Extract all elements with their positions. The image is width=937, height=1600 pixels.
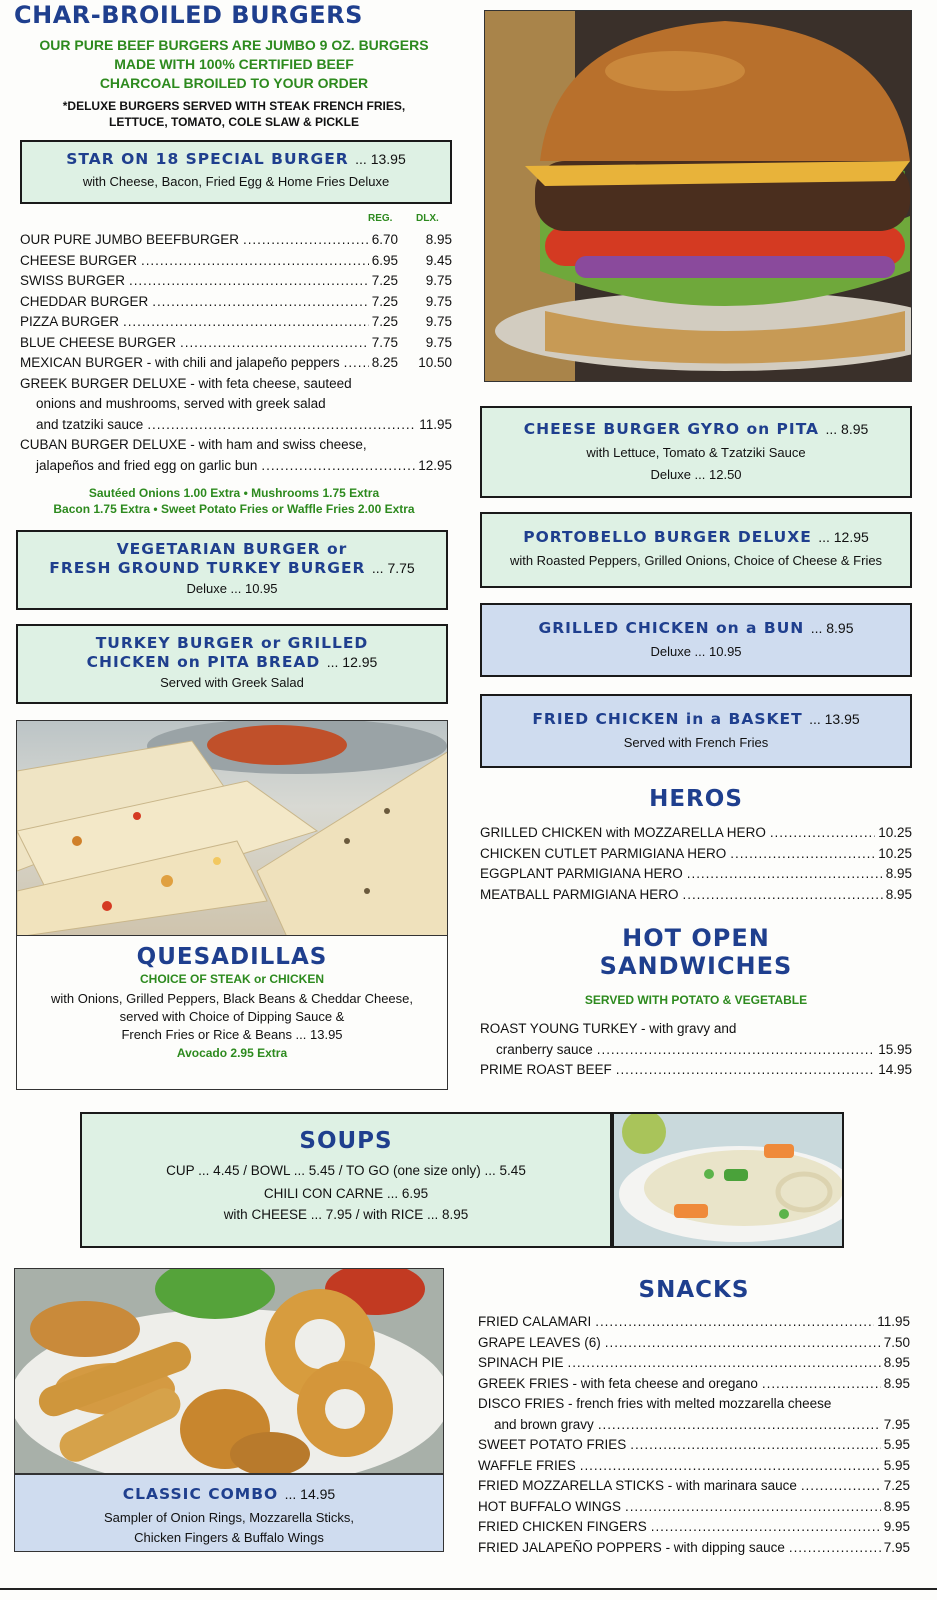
grilled-chicken-sub: Deluxe ... 10.95 bbox=[650, 644, 742, 659]
soup-illustration bbox=[614, 1114, 844, 1248]
list-item: WAFFLE FRIES . . . 5.95 bbox=[478, 1456, 910, 1477]
col-reg: REG. bbox=[368, 213, 393, 224]
bottom-rule bbox=[0, 1588, 937, 1590]
list-item: SWEET POTATO FRIES . . . 5.95 bbox=[478, 1435, 910, 1456]
list-item: SWISS BURGER . . . 7.25 9.75 bbox=[20, 271, 452, 292]
burger-extras bbox=[14, 485, 454, 517]
special-burger-desc: with Cheese, Bacon, Fried Egg & Home Fries Deluxe bbox=[82, 174, 390, 189]
list-item: GRAPE LEAVES (6) . . . 7.50 bbox=[478, 1333, 910, 1354]
hot-open-title-line: HOT OPEN bbox=[622, 924, 770, 952]
special-burger-title: STAR ON 18 SPECIAL BURGER ... 13.95 bbox=[66, 150, 406, 168]
vegetarian-title: VEGETARIAN BURGER or bbox=[116, 540, 348, 558]
hot-open-title bbox=[480, 924, 912, 980]
list-item: GREEK FRIES - with feta cheese and oregano . . . 8.95 bbox=[478, 1374, 910, 1395]
list-item: SPINACH PIE . . . 8.95 bbox=[478, 1353, 910, 1374]
fried-chicken-box[interactable] bbox=[480, 694, 912, 768]
turkey-pita-title: TURKEY BURGER or GRILLED bbox=[95, 634, 369, 652]
classic-combo-desc: Sampler of Onion Rings, Mozzarella Sticks, bbox=[104, 1510, 354, 1525]
burgers-intro bbox=[14, 36, 454, 93]
soup-photo bbox=[612, 1112, 844, 1248]
hot-open-list bbox=[480, 1019, 912, 1081]
list-item: FRIED CALAMARI . . . 11.95 bbox=[478, 1312, 910, 1333]
classic-combo-title: CLASSIC COMBO ... 14.95 bbox=[122, 1485, 336, 1503]
list-item: MEXICAN BURGER - with chili and jalapeño peppers . . . 8.25 10.50 bbox=[20, 353, 452, 374]
classic-combo-desc: Chicken Fingers & Buffalo Wings bbox=[134, 1530, 324, 1545]
snacks-title: SNACKS bbox=[638, 1277, 750, 1303]
greek-burger-line2: onions and mushrooms, served with greek salad bbox=[36, 396, 326, 411]
intro-line: MADE WITH 100% CERTIFIED BEEF bbox=[114, 56, 354, 72]
roast-turkey-line1: ROAST YOUNG TURKEY - with gravy and bbox=[480, 1021, 737, 1036]
list-item: FRIED JALAPEÑO POPPERS - with dipping sauce . . . 7.95 bbox=[478, 1538, 910, 1559]
intro-line: CHARCOAL BROILED TO YOUR ORDER bbox=[99, 75, 369, 91]
quesadillas-choice: CHOICE OF STEAK or CHICKEN bbox=[139, 972, 324, 986]
quesadillas-desc: French Fries or Rice & Beans ... 13.95 bbox=[121, 1027, 343, 1042]
burger-illustration bbox=[485, 11, 912, 382]
portobello-title: PORTOBELLO BURGER DELUXE ... 12.95 bbox=[523, 528, 869, 546]
burger-photo bbox=[484, 10, 912, 382]
vegetarian-sub: Deluxe ... 10.95 bbox=[186, 581, 278, 596]
quesadilla-photo bbox=[16, 720, 448, 936]
vegetarian-title-2: FRESH GROUND TURKEY BURGER ... 7.75 bbox=[49, 559, 415, 577]
soups-line: CUP ... 4.45 / BOWL ... 5.45 / TO GO (one size only) ... 5.45 bbox=[166, 1163, 526, 1178]
fried-chicken-sub: Served with French Fries bbox=[623, 735, 769, 750]
disco-fries-line2: and brown gravy . . . 7.95 bbox=[478, 1415, 910, 1436]
extras-line: Bacon 1.75 Extra • Sweet Potato Fries or Waffle Fries 2.00 Extra bbox=[53, 502, 415, 516]
portobello-desc: with Roasted Peppers, Grilled Onions, Choice of Cheese & Fries bbox=[509, 553, 883, 568]
turkey-pita-sub: Served with Greek Salad bbox=[160, 675, 304, 690]
soups-box[interactable] bbox=[80, 1112, 612, 1248]
list-item: GRILLED CHICKEN with MOZZARELLA HERO . . . 10.25 bbox=[480, 823, 912, 844]
list-item: PIZZA BURGER . . . 7.25 9.75 bbox=[20, 312, 452, 333]
gyro-box[interactable] bbox=[480, 406, 912, 498]
list-item: MEATBALL PARMIGIANA HERO . . . 8.95 bbox=[480, 885, 912, 906]
quesadillas-title: QUESADILLAS bbox=[136, 944, 328, 970]
cuban-burger-line1: CUBAN BURGER DELUXE - with ham and swiss cheese, bbox=[20, 437, 367, 452]
gyro-sub: Deluxe ... 12.50 bbox=[650, 467, 742, 482]
list-item: PRIME ROAST BEEF . . . 14.95 bbox=[480, 1060, 912, 1081]
quesadillas-desc: served with Choice of Dipping Sauce & bbox=[119, 1009, 345, 1024]
list-item: HOT BUFFALO WINGS . . . 8.95 bbox=[478, 1497, 910, 1518]
list-item: FRIED CHICKEN FINGERS . . . 9.95 bbox=[478, 1517, 910, 1538]
note-line: LETTUCE, TOMATO, COLE SLAW & PICKLE bbox=[108, 115, 359, 129]
note-line: *DELUXE BURGERS SERVED WITH STEAK FRENCH FRIES, bbox=[62, 99, 406, 113]
quesadillas-extra: Avocado 2.95 Extra bbox=[176, 1046, 288, 1060]
vegetarian-burger-box[interactable] bbox=[16, 530, 448, 610]
list-item: CHEESE BURGER . . . 6.95 9.45 bbox=[20, 251, 452, 272]
quesadilla-illustration bbox=[17, 721, 448, 936]
heros-list bbox=[480, 823, 912, 905]
hot-open-title-line: SANDWICHES bbox=[599, 952, 793, 980]
cuban-burger-line2: jalapeños and fried egg on garlic bun . . . 12.95 bbox=[20, 456, 452, 477]
gyro-title: CHEESE BURGER GYRO on PITA ... 8.95 bbox=[523, 420, 869, 438]
list-item: EGGPLANT PARMIGIANA HERO . . . 8.95 bbox=[480, 864, 912, 885]
turkey-pita-box[interactable] bbox=[16, 624, 448, 704]
list-item: CHICKEN CUTLET PARMIGIANA HERO . . . 10.25 bbox=[480, 844, 912, 865]
deluxe-note bbox=[14, 98, 454, 130]
hot-open-sub: SERVED WITH POTATO & VEGETABLE bbox=[584, 993, 808, 1007]
extras-line: Sautéed Onions 1.00 Extra • Mushrooms 1.75 Extra bbox=[88, 486, 380, 500]
soups-line: with CHEESE ... 7.95 / with RICE ... 8.95 bbox=[223, 1207, 469, 1222]
heros-title: HEROS bbox=[649, 786, 743, 812]
portobello-box[interactable] bbox=[480, 512, 912, 588]
combo-illustration bbox=[15, 1269, 444, 1474]
soups-line: CHILI CON CARNE ... 6.95 bbox=[263, 1186, 429, 1201]
intro-line: OUR PURE BEEF BURGERS ARE JUMBO 9 OZ. BURGERS bbox=[39, 37, 429, 53]
classic-combo-box[interactable] bbox=[14, 1474, 444, 1552]
gyro-desc: with Lettuce, Tomato & Tzatziki Sauce bbox=[586, 445, 806, 460]
greek-burger-line3: and tzatziki sauce . . . 11.95 bbox=[20, 415, 452, 436]
burger-list bbox=[20, 230, 452, 476]
grilled-chicken-title: GRILLED CHICKEN on a BUN ... 8.95 bbox=[538, 619, 854, 637]
combo-photo bbox=[14, 1268, 444, 1474]
quesadillas-panel bbox=[16, 936, 448, 1090]
soups-title: SOUPS bbox=[299, 1128, 393, 1154]
col-dlx: DLX. bbox=[416, 213, 439, 224]
roast-turkey-line2: cranberry sauce . . . 15.95 bbox=[480, 1040, 912, 1061]
snacks-list bbox=[478, 1312, 910, 1558]
list-item: BLUE CHEESE BURGER . . . 7.75 9.75 bbox=[20, 333, 452, 354]
disco-fries-line1: DISCO FRIES - french fries with melted mozzarella cheese bbox=[478, 1396, 832, 1411]
list-item: FRIED MOZZARELLA STICKS - with marinara sauce . . . 7.25 bbox=[478, 1476, 910, 1497]
greek-burger-line1: GREEK BURGER DELUXE - with feta cheese, sauteed bbox=[20, 375, 352, 391]
list-item: CHEDDAR BURGER . . . 7.25 9.75 bbox=[20, 292, 452, 313]
special-burger-box[interactable] bbox=[20, 140, 452, 204]
burgers-title: CHAR-BROILED BURGERS bbox=[14, 1, 363, 29]
fried-chicken-title: FRIED CHICKEN in a BASKET ... 13.95 bbox=[532, 710, 860, 728]
turkey-pita-title-2: CHICKEN on PITA BREAD ... 12.95 bbox=[86, 653, 378, 671]
quesadillas-desc: with Onions, Grilled Peppers, Black Beans & Cheddar Cheese, bbox=[50, 991, 414, 1006]
grilled-chicken-box[interactable] bbox=[480, 603, 912, 677]
list-item: OUR PURE JUMBO BEEFBURGER . . . 6.70 8.95 bbox=[20, 230, 452, 251]
